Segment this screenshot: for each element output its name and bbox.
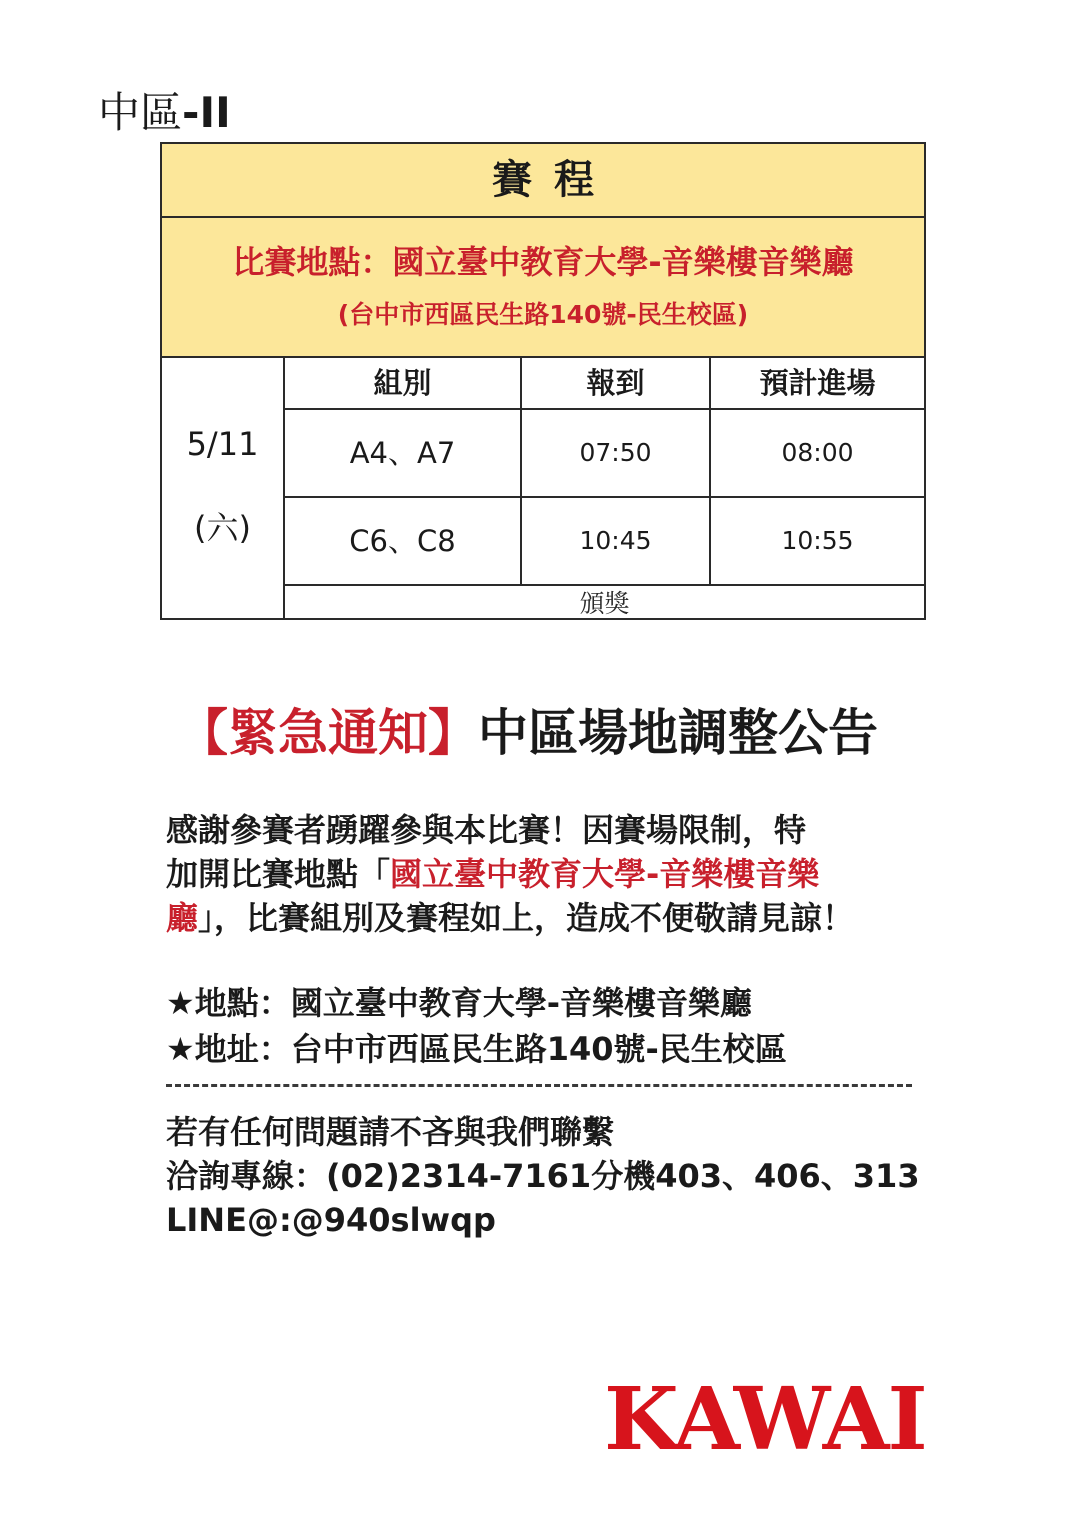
schedule-grid	[162, 358, 924, 618]
line-id: LINE@:@940slwqp	[166, 1201, 496, 1239]
paragraph-line: 感謝參賽者踴躍參與本比賽！因賽場限制，特	[166, 811, 807, 849]
highlighted-venue: 國立臺中教育大學-音樂樓音樂	[390, 855, 820, 893]
weekday-text: (六)	[194, 509, 251, 547]
row-1-entry: 08:00	[711, 410, 924, 498]
contact-info	[166, 1110, 1006, 1242]
dashed-divider	[166, 1084, 912, 1087]
row-2-entry: 10:55	[711, 498, 924, 586]
column-header-entry: 預計進場	[711, 358, 924, 410]
location-line: ★地點：國立臺中教育大學-音樂樓音樂廳	[166, 984, 752, 1022]
row-1-checkin: 07:50	[522, 410, 711, 498]
venue-block	[162, 218, 924, 358]
notice-heading	[178, 700, 878, 766]
row-2-checkin: 10:45	[522, 498, 711, 586]
notice-paragraph	[166, 808, 966, 940]
schedule-table	[160, 142, 926, 620]
highlighted-venue: 廳	[166, 899, 199, 937]
hotline: 洽詢專線：(02)2314-7161分機403、406、313	[166, 1157, 920, 1195]
notice-title: 中區場地調整公告	[478, 704, 878, 762]
region-label	[98, 88, 231, 138]
column-header-checkin: 報到	[522, 358, 711, 410]
schedule-title: 賽程	[162, 144, 924, 218]
column-header-group: 組別	[285, 358, 522, 410]
venue-address: (台中市西區民生路140號-民生校區)	[337, 300, 749, 329]
paragraph-line	[166, 896, 966, 940]
region-suffix: -II	[182, 88, 231, 137]
region-name: 中區	[98, 88, 183, 137]
contact-intro: 若有任何問題請不吝與我們聯繫	[166, 1113, 615, 1151]
paragraph-line	[166, 852, 966, 896]
urgent-tag: 【緊急通知】	[178, 704, 478, 762]
date-cell	[162, 358, 285, 618]
date-text: 5/11	[186, 425, 259, 463]
kawai-logo: KAWAI	[604, 1369, 926, 1470]
row-2-group: C6、C8	[285, 498, 522, 586]
paragraph-text: 」，比賽組別及賽程如上，造成不便敬請見諒！	[198, 899, 855, 937]
row-1-group: A4、A7	[285, 410, 522, 498]
award-row: 頒獎	[579, 589, 630, 618]
paragraph-text: 加開比賽地點「	[166, 855, 391, 893]
address-line: ★地址：台中市西區民生路140號-民生校區	[166, 1030, 787, 1068]
venue-name: 比賽地點：國立臺中教育大學-音樂樓音樂廳	[232, 243, 854, 281]
venue-info	[166, 980, 986, 1072]
